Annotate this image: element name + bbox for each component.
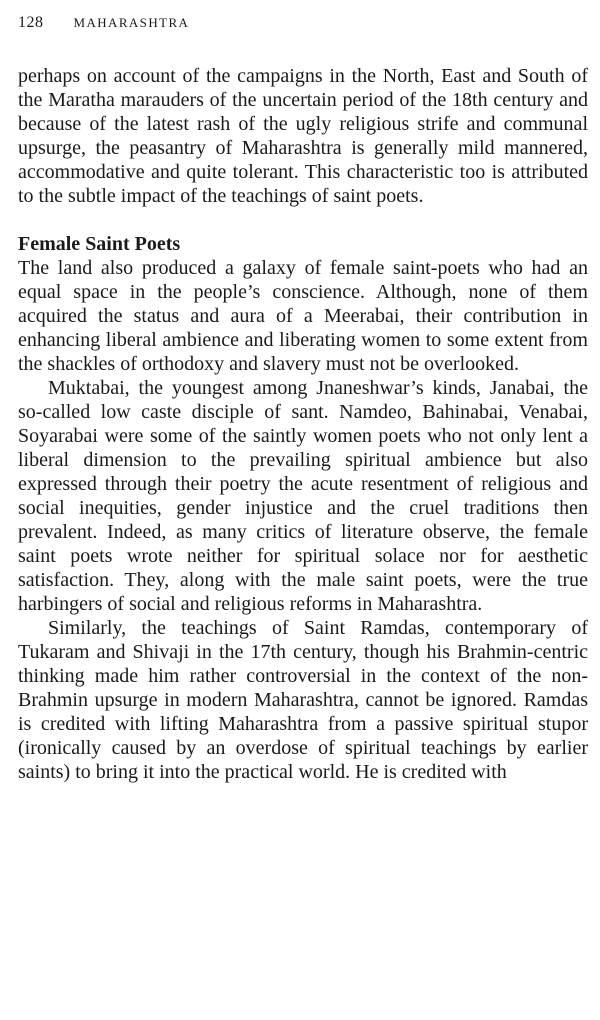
page-header [18, 14, 189, 32]
running-title: MAHARASHTRA [73, 15, 190, 30]
paragraph-1: The land also produced a galaxy of female saint-poets who had an equal space in the people’s conscience. Although, none of them acquired the status and aura of a Meerabai, their contribution in enhancing liberal ambience and liberating women to some extent from the shackles of orthodoxy and slavery must not be overlooked. [18, 257, 588, 375]
paragraph-2: Muktabai, the youngest among Jnaneshwar’s kinds, Janabai, the so-called low caste disciple of sant. Namdeo, Bahinabai, Venabai, Soyarabai were some of the saintly women poets who not only lent a liberal dimension to the prevailing spiritual ambience but also expressed through their poetry the acute resentment of religious and social inequities, gender injustice and the cruel traditions then prevalent. Indeed, as many critics of literature observe, the female saint poets wrote neither for spiritual solace nor for aesthetic satisfaction. They, along with the male saint poets, were the true harbingers of social and religious reforms in Maharashtra. [18, 377, 588, 615]
intro-paragraph: perhaps on account of the campaigns in the North, East and South of the Maratha marauders of the uncertain period of the 18th century and because of the latest rash of the ugly religious strife and communal upsurge, the peasantry of Maharashtra is generally mild mannered, accommodative and quite tolerant. This characteristic too is attributed to the subtle impact of the teachings of saint poets. [18, 65, 588, 207]
section-heading: Female Saint Poets [18, 233, 181, 255]
paragraph-3: Similarly, the teachings of Saint Ramdas, contemporary of Tukaram and Shivaji in the 17th century, though his Brahmin-centric thinking made him rather controversial in the context of the non-Brahmin upsurge in modern Maharashtra, cannot be ignored. Ramdas is credited with lifting Maharashtra from a passive spiritual stupor (ironically caused by an overdose of spiritual teachings by earlier saints) to bring it into the practical world. He is credited with [18, 617, 588, 783]
page-number: 128 [18, 14, 44, 31]
page-body [18, 64, 588, 784]
